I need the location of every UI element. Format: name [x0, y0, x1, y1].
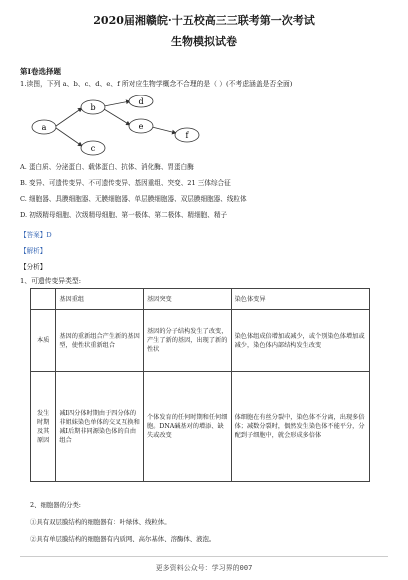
exam-subtitle: 生物模拟试卷	[171, 35, 237, 48]
table-header-cell: 基因重组	[56, 289, 144, 310]
table-row	[31, 310, 370, 372]
option-a: A. 蛋白质、分泌蛋白、载体蛋白、抗体、消化酶、胃蛋白酶	[20, 163, 194, 171]
table-cell: 基因的分子结构发生了改变，产生了新的基因，出现了新的性状	[143, 310, 231, 372]
variation-table	[30, 288, 370, 482]
option-c: C. 细胞器、具膜细胞器、无膜细胞器、单层膜细胞器、双层膜细胞器、线粒体	[20, 195, 247, 203]
note-1: 2、细胞器的分类:	[30, 501, 81, 509]
option-d: D. 初级精母细胞、次级精母细胞、第一极体、第二极体、精细胞、精子	[20, 211, 228, 219]
svg-text:f: f	[185, 131, 189, 140]
table-cell: 染色体组成倍增加或减少，或个别染色体增加或减少，染色体内部结构发生改变	[231, 310, 369, 372]
node-e	[129, 119, 153, 133]
svg-text:a: a	[41, 123, 47, 132]
node-c	[81, 141, 105, 155]
footer-divider	[20, 556, 388, 557]
arrow-b-d	[104, 101, 130, 106]
node-f	[175, 128, 199, 142]
concept-diagram	[30, 95, 200, 157]
row-label: 发生时期及其原因	[31, 372, 56, 482]
node-a	[32, 120, 56, 134]
table-row	[31, 372, 370, 482]
note-3: ②具有单层膜结构的细胞器有内质网、高尔基体、溶酶体、液泡。	[30, 535, 216, 543]
option-b: B. 变异、可遗传变异、不可遗传变异、基因重组、突变、21 三体综合征	[20, 179, 231, 187]
table-cell: 个体发育的任何时期和任何细胞。DNA碱基对的增添、缺失或改变	[143, 372, 231, 482]
arrow-e-f	[152, 127, 176, 133]
node-b	[81, 100, 105, 114]
svg-text:c: c	[90, 144, 96, 153]
answer-label: 【答案】D	[20, 231, 52, 239]
svg-text:e: e	[138, 122, 144, 131]
table-cell: 减Ⅰ四分体时期由于四分体的非姐妹染色单体的交叉互换和减Ⅰ后期非同源染色体的自由组合	[56, 372, 144, 482]
analysis-label: 【解析】	[20, 247, 47, 255]
table-cell: 基因的重新组合产生新的基因型，使性状重新组合	[56, 310, 144, 372]
exam-title: 2020届湘赣皖·十五校高三三联考第一次考试	[93, 14, 315, 27]
table-header-cell: 基因突变	[143, 289, 231, 310]
table-header-cell: 染色体变异	[231, 289, 369, 310]
question-stem: 1.读图，下列 a、b、c、d、e、f 所对应生物学概念不合理的是（ ）(不考虑涵盖是否全面)	[20, 80, 293, 88]
table-header-row	[31, 289, 370, 310]
table-header-cell	[31, 289, 56, 310]
arrow-b-e	[104, 109, 130, 125]
footer-text: 更多资料公众号：学习界的007	[155, 564, 253, 572]
section-label: 第Ⅰ卷选择题	[20, 67, 62, 76]
svg-text:d: d	[138, 97, 144, 106]
note-2: ①具有双层膜结构的细胞器有：叶绿体、线粒体。	[30, 518, 171, 526]
svg-text:b: b	[90, 103, 96, 112]
arrow-a-c	[56, 128, 82, 146]
point-1: 1、可遗传变异类型:	[20, 277, 81, 285]
row-label: 本质	[31, 310, 56, 372]
table-cell: 体细胞在有丝分裂中，染色体不分离，出现多倍体；减数分裂时，偶然发生染色体不能平分，分配到子细胞中，就会形成多倍体	[231, 372, 369, 482]
arrow-a-b	[56, 108, 82, 126]
node-d	[129, 95, 153, 107]
fenxi-label: 【分析】	[20, 263, 47, 271]
